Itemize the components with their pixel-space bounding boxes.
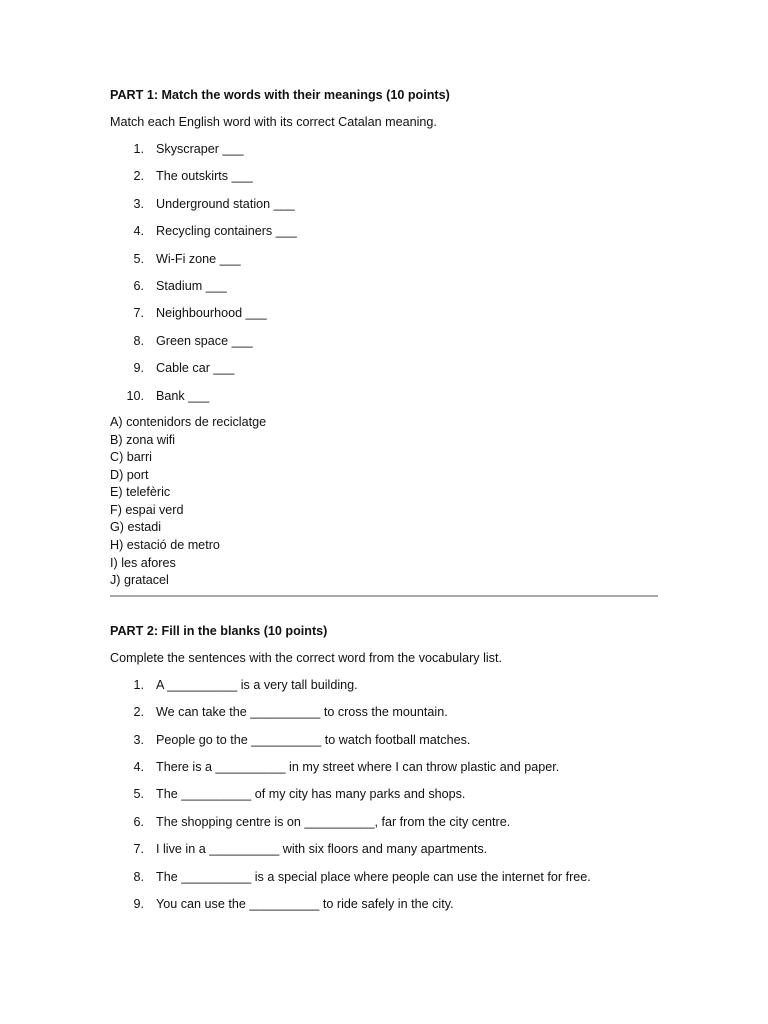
item-text: You can use the __________ to ride safely in the city. xyxy=(156,896,454,911)
option-item: E) telefèric xyxy=(110,485,171,500)
list-item xyxy=(110,167,658,185)
item-text: Neighbourhood ___ xyxy=(156,306,267,321)
item-number: 5. xyxy=(133,787,144,802)
part1-section xyxy=(110,86,658,590)
list-item xyxy=(110,785,658,803)
option-item: I) les afores xyxy=(110,555,176,570)
item-text: The __________ of my city has many parks and shops. xyxy=(156,787,466,802)
item-number: 4. xyxy=(133,224,144,239)
item-text: There is a __________ in my street where I can throw plastic and paper. xyxy=(156,760,560,775)
option-item: C) barri xyxy=(110,450,152,465)
item-text: Green space ___ xyxy=(156,333,253,348)
item-text: The outskirts ___ xyxy=(156,169,253,184)
list-item xyxy=(110,304,658,322)
list-item xyxy=(110,250,658,268)
option-item: G) estadi xyxy=(110,520,162,535)
item-text: People go to the __________ to watch football matches. xyxy=(156,732,471,747)
part2-section xyxy=(110,622,658,913)
item-number: 1. xyxy=(133,142,144,156)
item-number: 9. xyxy=(133,361,144,376)
item-number: 4. xyxy=(133,760,144,775)
list-item xyxy=(110,895,658,913)
item-text: I live in a __________ with six floors and many apartments. xyxy=(156,842,488,857)
item-number: 3. xyxy=(133,196,144,211)
list-item xyxy=(110,332,658,350)
list-item xyxy=(110,359,658,377)
list-item xyxy=(110,277,658,295)
part1-word-list xyxy=(110,140,658,405)
list-item xyxy=(110,140,658,158)
option-item: F) espai verd xyxy=(110,502,184,517)
worksheet-page xyxy=(110,86,658,922)
item-text: Cable car ___ xyxy=(156,361,235,376)
list-item xyxy=(110,731,658,749)
list-item xyxy=(110,840,658,858)
item-number: 5. xyxy=(133,251,144,266)
list-item xyxy=(110,758,658,776)
item-text: Underground station ___ xyxy=(156,196,295,211)
item-number: 7. xyxy=(133,306,144,321)
option-item: D) port xyxy=(110,467,149,482)
list-item xyxy=(110,195,658,213)
part1-heading: PART 1: Match the words with their meanings (10 points) xyxy=(110,88,450,102)
option-item: H) estació de metro xyxy=(110,538,220,553)
list-item xyxy=(110,813,658,831)
item-text: We can take the __________ to cross the mountain. xyxy=(156,705,448,720)
item-number: 9. xyxy=(133,896,144,911)
part2-sentence-list xyxy=(110,676,658,913)
item-number: 10. xyxy=(126,388,144,403)
option-item: A) contenidors de reciclatge xyxy=(110,414,267,429)
part2-instructions: Complete the sentences with the correct word from the vocabulary list. xyxy=(110,650,502,665)
item-number: 8. xyxy=(133,869,144,884)
option-item: J) gratacel xyxy=(110,573,169,588)
item-text: Recycling containers ___ xyxy=(156,224,297,239)
item-text: Skyscraper ___ xyxy=(156,142,244,156)
item-text: The shopping centre is on __________, far from the city centre. xyxy=(156,814,511,829)
list-item xyxy=(110,676,658,694)
list-item xyxy=(110,868,658,886)
item-text: The __________ is a special place where people can use the internet for free. xyxy=(156,869,591,884)
list-item xyxy=(110,387,658,405)
item-text: A __________ is a very tall building. xyxy=(156,677,358,692)
item-number: 7. xyxy=(133,842,144,857)
part1-options-list xyxy=(110,414,658,590)
item-number: 6. xyxy=(133,814,144,829)
item-number: 3. xyxy=(133,732,144,747)
item-text: Wi-Fi zone ___ xyxy=(156,251,241,266)
item-text: Stadium ___ xyxy=(156,278,227,293)
item-number: 8. xyxy=(133,333,144,348)
item-number: 1. xyxy=(133,677,144,692)
list-item xyxy=(110,222,658,240)
list-item xyxy=(110,703,658,721)
item-number: 2. xyxy=(133,705,144,720)
option-item: B) zona wifi xyxy=(110,432,176,447)
item-number: 6. xyxy=(133,278,144,293)
section-divider xyxy=(110,595,658,597)
part1-instructions: Match each English word with its correct Catalan meaning. xyxy=(110,115,437,129)
item-number: 2. xyxy=(133,169,144,184)
item-text: Bank ___ xyxy=(156,388,210,403)
part2-heading: PART 2: Fill in the blanks (10 points) xyxy=(110,623,328,638)
